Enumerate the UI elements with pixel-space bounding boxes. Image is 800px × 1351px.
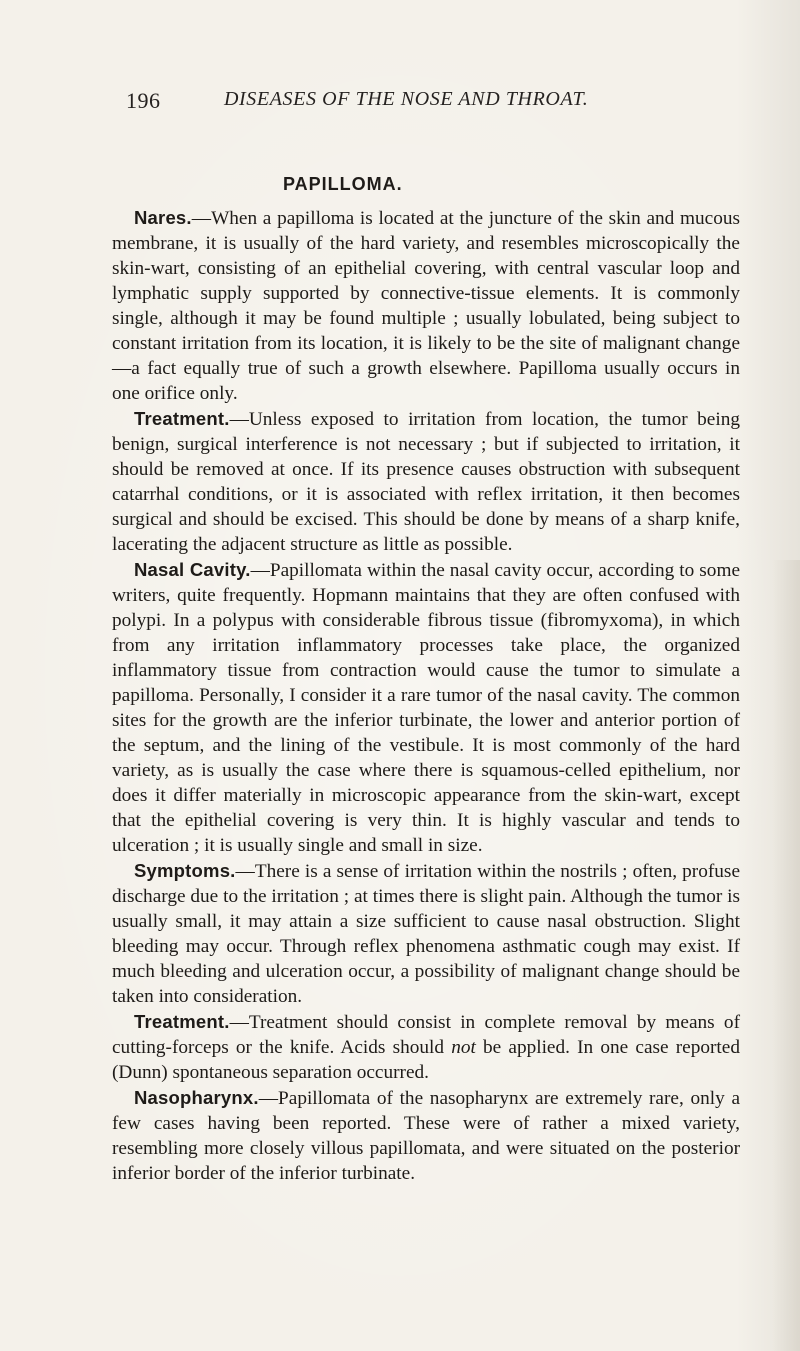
subheading-nares: Nares. [134,207,192,228]
subheading-treatment: Treatment. [134,1011,230,1032]
paragraph-text: —Treatment should consist in complete removal by means of cutting-forceps or the knife. Acids should [112,1012,740,1058]
page-edge-shadow [772,560,800,1351]
paragraph-text: —Papillomata of the nasopharynx are extremely rare, only a few cases having been reported. These were of rather a mixed variety, resembling more closely villous papillomata, and were situated on the posterior inferior border of the inferior turbinate. [112,1088,740,1184]
paragraph-nares [112,205,740,406]
subheading-symptoms: Symptoms. [134,860,236,881]
paragraph-text: —There is a sense of irritation within the nostrils ; often, profuse discharge due to the irritation ; at times there is slight pain. Although the tumor is usually small, it may attain a size sufficient to cause nasal obstruction. Slight bleeding may occur. Through reflex phenomena asthmatic cough may exist. If much bleeding and ulceration occur, a possibility of malignant change should be taken into consideration. [112,861,740,1007]
subheading-treatment: Treatment. [134,408,230,429]
paragraph-text: —When a papilloma is located at the juncture of the skin and mucous membrane, it is usually of the hard variety, and resembles microscopically the skin-wart, consisting of an epithelial covering, with central vascular loop and lymphatic supply supported by connective-tissue elements. It is commonly single, although it may be found multiple ; usually lobulated, being subject to constant irritation from its location, it is likely to be the site of malignant change—a fact equally true of such a growth elsewhere. Papilloma usually occurs in one orifice only. [112,208,740,404]
paragraph-text: —Papillomata within the nasal cavity occur, according to some writers, quite frequently. Hopmann maintains that they are often confused with polypi. In a polypus with considerable fibrous tissue (fibromyxoma), in which from any irritation inflammatory processes take place, the organized inflammatory tissue from contraction would cause the tumor to simulate a papilloma. Personally, I consider it a rare tumor of the nasal cavity. The common sites for the growth are the inferior turbinate, the lower and anterior portion of the septum, and the lining of the vestibule. It is most commonly of the hard variety, as is usually the case where there is squamous-celled epithelium, nor does it differ materially in microscopic appearance from the skin-wart, except that the epithelial covering is very thin. It is highly vascular and tends to ulceration ; it is usually single and small in size. [112,560,740,856]
paragraph-text: —Unless exposed to irritation from location, the tumor being benign, surgical interference is not necessary ; but if subjected to irritation, it should be removed at once. If its presence causes obstruction with subsequent catarrhal conditions, or it is associated with reflex irritation, it then becomes surgical and should be excised. This should be done by means of a sharp knife, lacerating the adjacent structure as little as possible. [112,409,740,555]
paragraph-treatment-nares [112,406,740,557]
paragraph-text: be applied. In one case reported (Dunn) spontaneous separation occurred. [112,1037,740,1083]
subheading-nasopharynx: Nasopharynx. [134,1087,259,1108]
subheading-nasal-cavity: Nasal Cavity. [134,559,251,580]
running-head [126,88,726,118]
paragraph-nasopharynx [112,1085,740,1186]
paragraph-symptoms [112,858,740,1009]
paragraph-nasal-cavity [112,557,740,858]
running-title: DISEASES OF THE NOSE AND THROAT. [224,88,589,110]
body-text [112,205,740,1186]
section-title: PAPILLOMA. [283,174,403,194]
emphasis-text: not [451,1037,476,1058]
page-number: 196 [126,88,161,113]
paragraph-treatment-cavity [112,1009,740,1085]
